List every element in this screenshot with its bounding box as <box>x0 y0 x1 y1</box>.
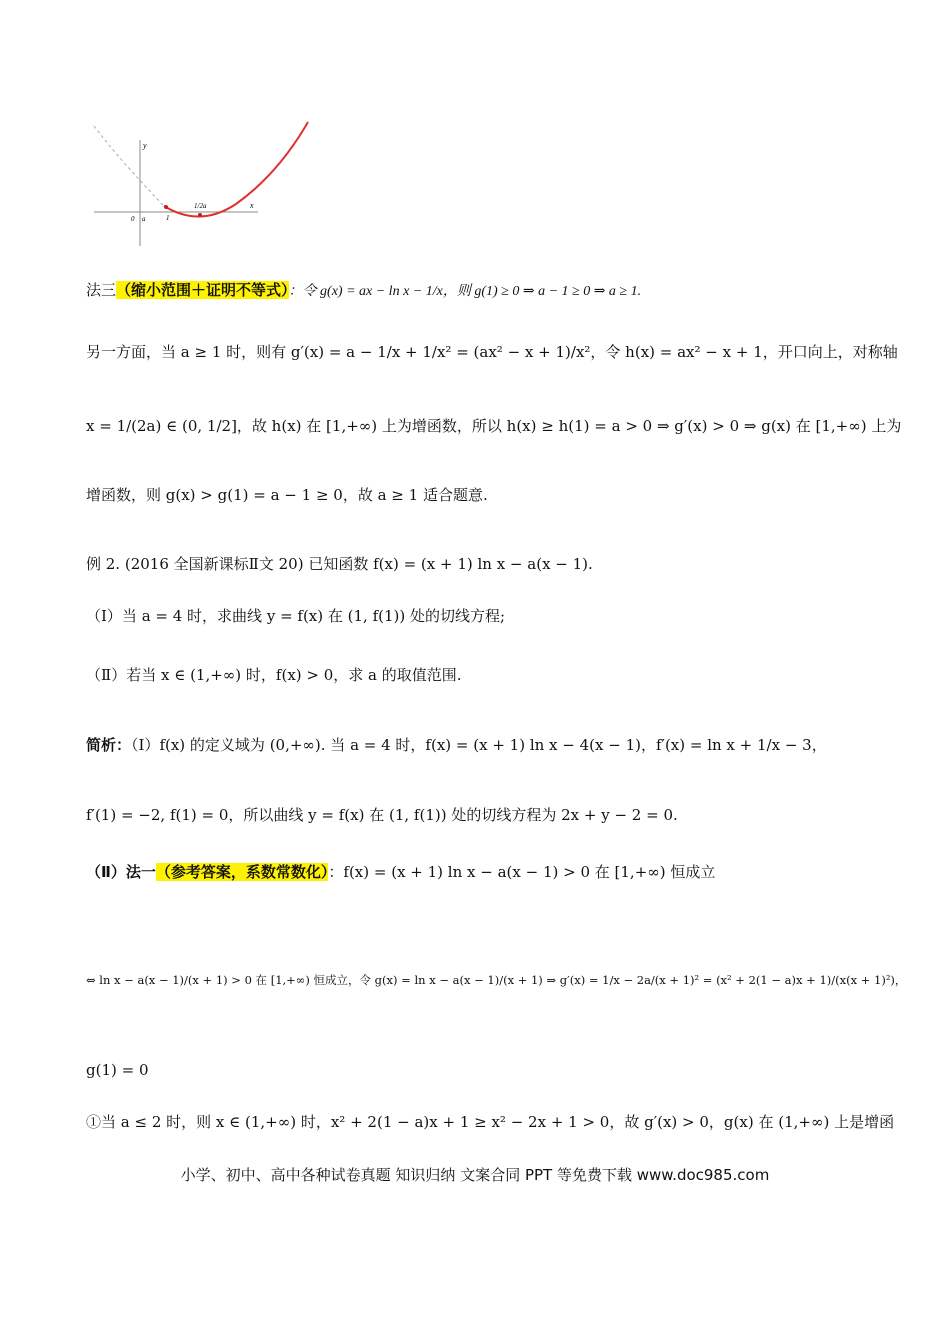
red-curve <box>164 122 308 217</box>
analysis-line6: ①当 a ≤ 2 时，则 x ∈ (1,+∞) 时，x² + 2(1 − a)x + 1 ≥ x² − 2x + 1 > 0，故 g′(x) > 0，g(x) 在 (1,+∞) 上是增函 <box>86 1113 895 1131</box>
method3-prefix: 法三 <box>86 281 117 299</box>
other-side-line2: x = 1/(2a) ∈ (0, 1/2]，故 h(x) 在 [1,+∞) 上为增函数，所以 h(x) ≥ h(1) = a > 0 ⇒ g′(x) > 0 ⇒ g(x) 在 [1,+∞) 上为 <box>86 417 902 435</box>
analysis-line1-text: （Ⅰ）f(x) 的定义域为 (0,+∞). 当 a = 4 时，f(x) = (x + 1) ln x − 4(x − 1)，f′(x) = ln x + 1/x − 3， <box>131 736 827 754</box>
part2-text: ：f(x) = (x + 1) ln x − a(x − 1) > 0 在 [1,+∞) 恒成立 <box>328 863 716 881</box>
example2-part1: （Ⅰ）当 a = 4 时，求曲线 y = f(x) 在 (1, f(1)) 处的切线方程; <box>86 607 506 625</box>
one-label: 1 <box>166 214 170 222</box>
point-one <box>164 205 168 209</box>
page-footer: 小学、初中、高中各种试卷真题 知识归纳 文案合同 PPT 等免费下载 www.doc985.com <box>180 1166 770 1184</box>
dashed-curve <box>94 126 164 206</box>
analysis-line1 <box>86 735 827 755</box>
analysis-part2-line <box>86 862 715 882</box>
example2-title: 例 2. (2016 全国新课标Ⅱ文 20) 已知函数 f(x) = (x + 1) ln x − a(x − 1). <box>86 555 593 573</box>
method3-line <box>86 280 641 302</box>
other-side-line3: 增函数，则 g(x) > g(1) = a − 1 ≥ 0，故 a ≥ 1 适合题意. <box>86 486 488 504</box>
vertex-point <box>198 213 202 217</box>
a-label: a <box>142 215 146 223</box>
part2-prefix: （Ⅱ）法一 <box>86 863 156 881</box>
y-axis-label: y <box>143 141 147 150</box>
part2-highlight: （参考答案，系数常数化） <box>155 863 329 881</box>
parabola-graph <box>88 108 318 250</box>
analysis-line2: f′(1) = −2, f(1) = 0，所以曲线 y = f(x) 在 (1, f(1)) 处的切线方程为 2x + y − 2 = 0. <box>86 806 678 824</box>
analysis-line5: g(1) = 0 <box>86 1061 149 1079</box>
origin-label: 0 <box>131 215 135 223</box>
example2-part2: （Ⅱ）若当 x ∈ (1,+∞) 时，f(x) > 0，求 a 的取值范围. <box>86 666 462 684</box>
vertex-label: 1/2a <box>194 202 207 210</box>
analysis-line4: ⇔ ln x − a(x − 1)/(x + 1) > 0 在 [1,+∞) 恒成立，令 g(x) = ln x − a(x − 1)/(x + 1) ⇒ g′(x) = 1/x − 2a/(x + 1)² = (x² + 2(1 − a)x + 1)/(x(x + 1)²)， <box>86 973 907 987</box>
method3-highlight: （缩小范围＋证明不等式） <box>116 281 289 299</box>
method3-text: ：令 g(x) = ax − ln x − 1/x，则 g(1) ≥ 0 ⇒ a − 1 ≥ 0 ⇒ a ≥ 1. <box>288 284 642 299</box>
x-axis-label: x <box>250 201 254 210</box>
other-side-line1: 另一方面，当 a ≥ 1 时，则有 g′(x) = a − 1/x + 1/x² = (ax² − x + 1)/x²，令 h(x) = ax² − x + 1，开口向上，对称轴 <box>86 343 898 361</box>
analysis-label: 简析： <box>86 736 132 754</box>
